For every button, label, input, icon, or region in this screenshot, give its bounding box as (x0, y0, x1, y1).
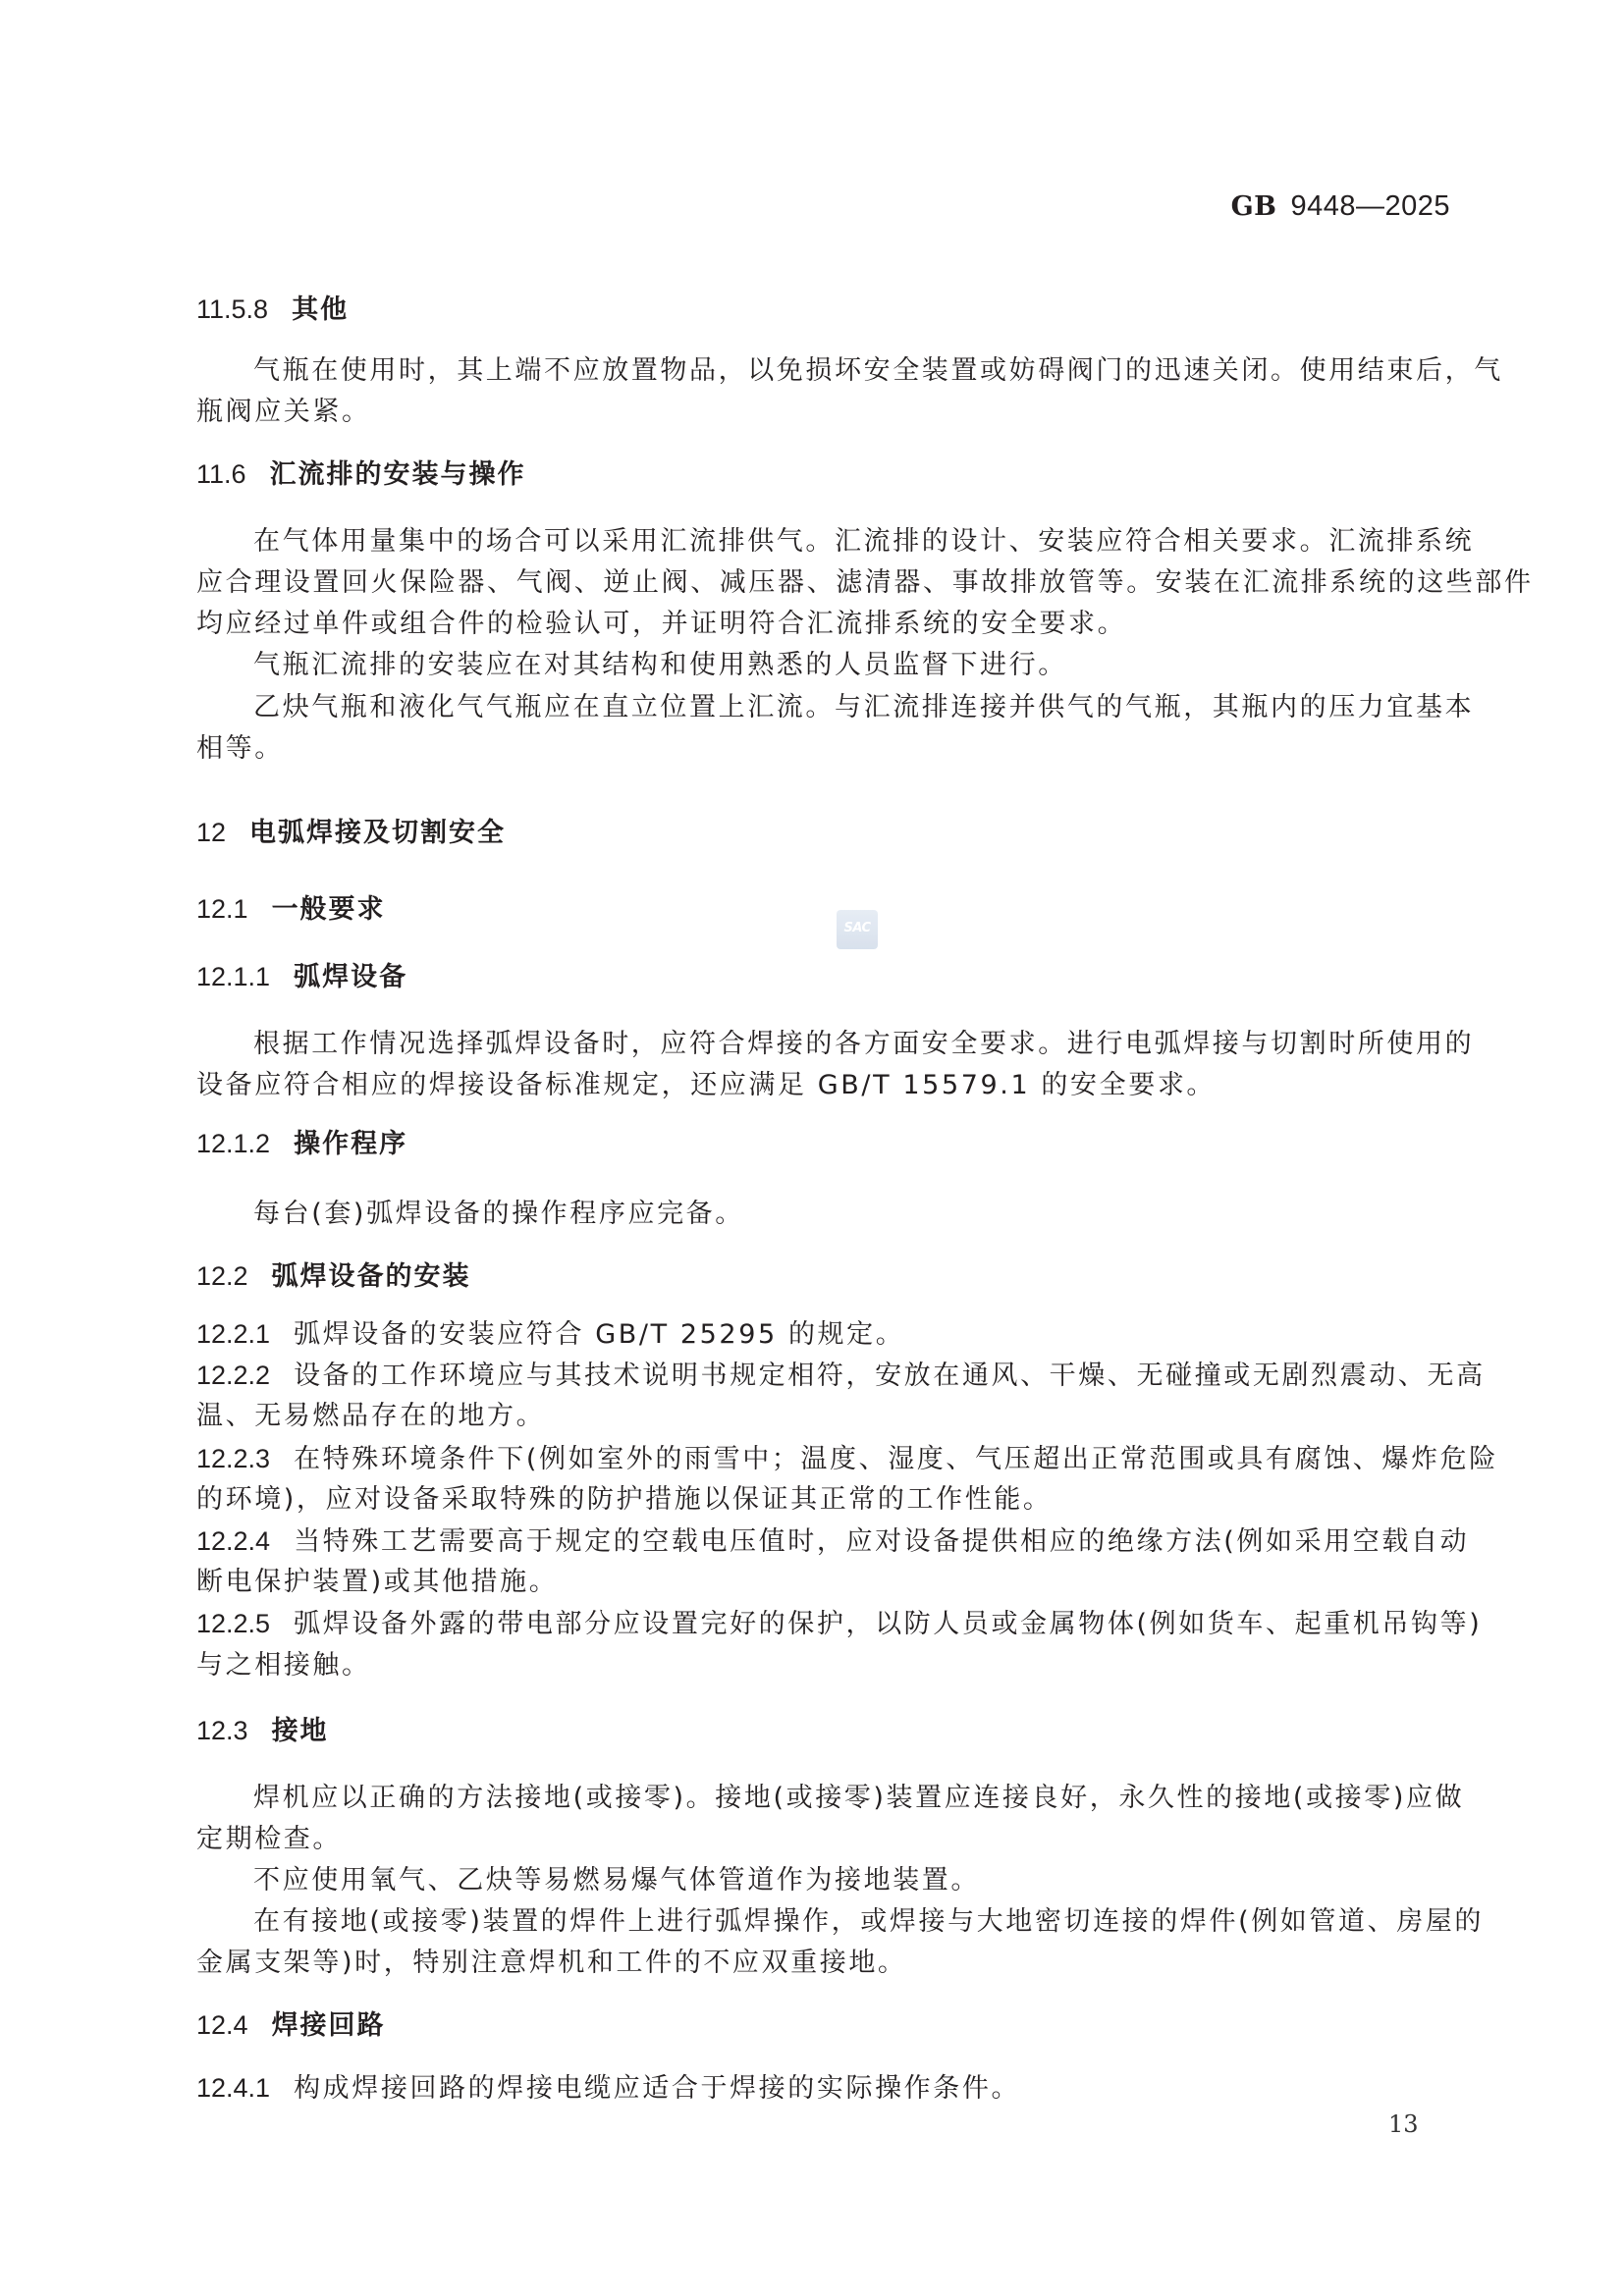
paragraph-line: 温、无易燃品存在的地方。 (196, 1401, 546, 1431)
clause-12-2-5: 12.2.5 弧焊设备外露的带电部分应设置完好的保护，以防人员或金属物体(例如货车、起重机吊钩等) (196, 1609, 1483, 1639)
clause-12-2-4: 12.2.4 当特殊工艺需要高于规定的空载电压值时，应对设备提供相应的绝缘方法(例如采用空载自动 (196, 1526, 1470, 1557)
heading-12-1-1: 12.1.1 弧焊设备 (196, 962, 408, 992)
clause-12-2-2: 12.2.2 设备的工作环境应与其技术说明书规定相符，安放在通风、干燥、无碰撞或无剧烈震动、无高 (196, 1361, 1486, 1391)
heading-12-2: 12.2 弧焊设备的安装 (196, 1261, 471, 1292)
clause-12-4-1: 12.4.1 构成焊接回路的焊接电缆应适合于焊接的实际操作条件。 (196, 2073, 1021, 2104)
paragraph-line: 焊机应以正确的方法接地(或接零)。接地(或接零)装置应连接良好，永久性的接地(或接零)应做 (253, 1783, 1465, 1813)
clause-12-2-1: 12.2.1 弧焊设备的安装应符合 GB/T 25295 的规定。 (196, 1319, 905, 1350)
paragraph-line: 的环境)，应对设备采取特殊的防护措施以保证其正常的工作性能。 (196, 1484, 1053, 1515)
heading-12-1-2: 12.1.2 操作程序 (196, 1129, 408, 1159)
paragraph-line: 相等。 (196, 733, 284, 764)
heading-12-4: 12.4 焊接回路 (196, 2010, 386, 2041)
sac-watermark-logo: SAC (837, 910, 878, 949)
heading-12: 12 电弧焊接及切割安全 (196, 818, 507, 848)
page-number: 13 (1388, 2110, 1419, 2138)
paragraph-line: 断电保护装置)或其他措施。 (196, 1567, 559, 1597)
paragraph-line: 在有接地(或接零)装置的焊件上进行弧焊操作，或焊接与大地密切连接的焊件(例如管道、房屋的 (253, 1906, 1484, 1937)
paragraph-line: 定期检查。 (196, 1824, 342, 1854)
paragraph-line: 气瓶在使用时，其上端不应放置物品，以免损坏安全装置或妨碍阀门的迅速关闭。使用结束后，气 (253, 355, 1503, 386)
paragraph-line: 瓶阀应关紧。 (196, 397, 371, 427)
heading-12-1: 12.1 一般要求 (196, 894, 386, 925)
paragraph-line: 应合理设置回火保险器、气阀、逆止阀、减压器、滤清器、事故排放管等。安装在汇流排系统的这些部件 (196, 567, 1534, 598)
paragraph-line: 与之相接触。 (196, 1650, 371, 1681)
paragraph-line: 金属支架等)时，特别注意焊机和工件的不应双重接地。 (196, 1948, 907, 1978)
standard-number: 9448—2025 (1290, 190, 1450, 222)
paragraph-line: 设备应符合相应的焊接设备标准规定，还应满足 GB/T 15579.1 的安全要求。 (196, 1070, 1217, 1100)
clause-12-2-3: 12.2.3 在特殊环境条件下(例如室外的雨雪中；温度、湿度、气压超出正常范围或具有腐蚀、爆炸危险 (196, 1444, 1498, 1474)
paragraph-line: 每台(套)弧焊设备的操作程序应完备。 (253, 1199, 744, 1229)
heading-12-3: 12.3 接地 (196, 1716, 329, 1746)
paragraph-line: 均应经过单件或组合件的检验认可，并证明符合汇流排系统的安全要求。 (196, 609, 1127, 639)
heading-11-6: 11.6 汇流排的安装与操作 (196, 459, 526, 490)
paragraph-line: 根据工作情况选择弧焊设备时，应符合焊接的各方面安全要求。进行电弧焊接与切割时所使用的 (253, 1029, 1475, 1059)
paragraph-line: 在气体用量集中的场合可以采用汇流排供气。汇流排的设计、安装应符合相关要求。汇流排系统 (253, 526, 1475, 557)
paragraph-line: 不应使用氧气、乙炔等易燃易爆气体管道作为接地装置。 (253, 1865, 980, 1896)
standard-prefix: GB (1230, 191, 1277, 222)
standard-code-header (1231, 190, 1450, 223)
paragraph-line: 气瓶汇流排的安装应在对其结构和使用熟悉的人员监督下进行。 (253, 650, 1067, 680)
heading-11-5-8: 11.5.8 其他 (196, 294, 350, 325)
paragraph-line: 乙炔气瓶和液化气气瓶应在直立位置上汇流。与汇流排连接并供气的气瓶，其瓶内的压力宜基本 (253, 692, 1475, 722)
